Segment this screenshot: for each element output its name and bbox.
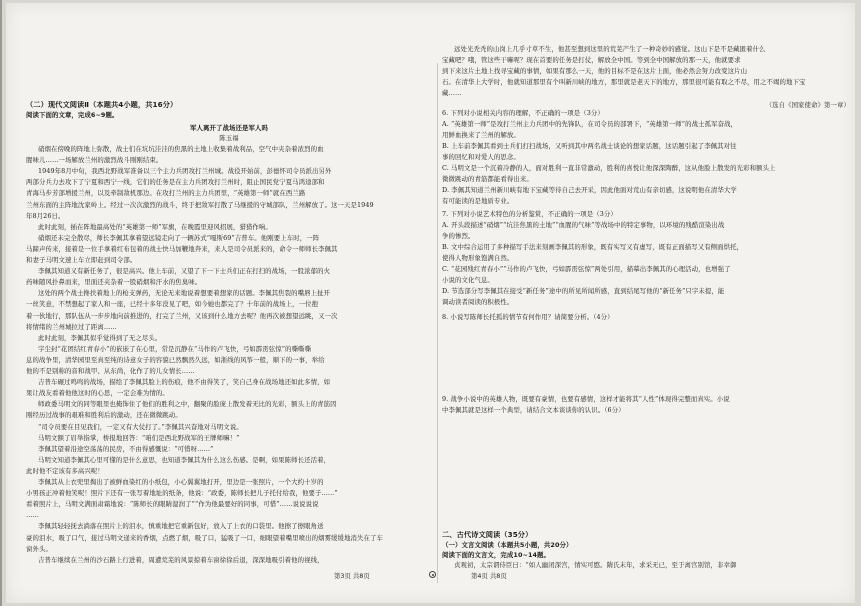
section2-subtitle: （一）文言文阅读（本题共5小题，共20分） bbox=[442, 541, 573, 549]
article-line: 一丝笑意，不禁想起了家人和一座，已经十多年没见了吧，如今她也都完了？十年前的战场上，一位抱 bbox=[26, 300, 319, 309]
article-line: 远处光秃秃的山岗上几乎寸草不生，他甚至想到这里的荒芜产生了一种奇妙的感觉。这山下是不是藏匿着什么 bbox=[454, 45, 766, 53]
question-line: 用鲜血换来了兰州的解放。 bbox=[442, 131, 520, 139]
article-line: 小男孩正冲着他笑呢！照片下还有一张写着地址的纸条，他说：“政委，陈师长把儿子托付给我，他要子……” bbox=[26, 489, 338, 498]
article-author: 陈玉福 bbox=[219, 134, 239, 142]
article-line: 窗外头。 bbox=[26, 544, 52, 553]
article-source: （选自《国家使命》第一章） bbox=[765, 101, 850, 109]
article-line: 字尘封“花团结红青春小”的嵌嵌了在心里，常是沉静在“马作的卢飞快，弓如霹雳弦惊”的嘶嘶嘶 bbox=[38, 344, 312, 353]
article-line: 吉普车继续在兰州的沙石路上行进着，周遭荒芜的风景掠着车窗徐徐后退，深深地吸引着他的视线， bbox=[38, 555, 324, 564]
article-line: 着一伙地行，那队伍从一步步地向前推进的，打完了兰州，又该到什么地方去呢？他再次被想望远眺，又一次 bbox=[26, 311, 338, 320]
article-line: “司令员要在目见我们，一定又有大仗打了。”李佩其兴奋地对马明文说。 bbox=[38, 422, 243, 431]
question-line: C. “花园残红青春小”“马作的卢飞快，弓如霹雳弦惊”两处引用，描摹出李佩其的心理活动，也增强了 bbox=[442, 265, 731, 273]
article-line: 看着照片上，马明文满面肃霜地说：“陈师长的眼睛湿润了”“作为他最要好的同事，可惜”……说说说说 bbox=[26, 500, 319, 509]
article-line: 此时此刻，李佩其似乎觉得到了无之尽头。 bbox=[38, 333, 162, 342]
article-line: 豪的泪水，吸了口气，接过马明文递来的香烟，点燃了烟，吸了口，猛吸了一口，细眼望着嘴里喷出的烟雾缓缓地消失在了车 bbox=[26, 533, 383, 542]
scan-edge bbox=[0, 0, 2, 606]
page-footer-left: 第3页 共8页 bbox=[334, 572, 370, 580]
article-line: 李佩其轻轻抚去淌落在照片上的泪水，慎重地把它重新包好，放入了上衣的口袋里。他擦了擦眼角送 bbox=[38, 522, 324, 531]
question-line: 9. 战争小说中的英雄人物，既要有豪情，也要有感情，这样才能将其“人性”体现得完整而真实。小说 bbox=[442, 395, 730, 403]
article-line: 青海马步芳部增援兰州，以及牵制敌机那边。在攻打兰州的主力兵团里，“英雄第一师”就在西兰路 bbox=[26, 189, 306, 198]
article-line: 息的战争里，清华园里至真至纯的诗意女子的容貌已然飘然久远，如浙线的风筝一般，顺下的一事，举给 bbox=[26, 355, 325, 364]
question-line: 6. 下列对小说相关内容的理解，不正确的一项是（3分） bbox=[442, 109, 604, 117]
exam-sheet bbox=[6, 3, 855, 603]
question-line: 调动读者阅读的积极性。 bbox=[442, 298, 514, 306]
article-line: 师政委马明文的同等眼里也掩饰住了他们的胜利之中，翻聚的脸庞上散发着无比的光彩，额头上的青筋因 bbox=[38, 400, 337, 409]
question-line: 争的惨烈。 bbox=[442, 232, 475, 240]
article-line: 硝烟还未完全散尽，师长李佩其拿着望远镜走向了一辆苏式“嘎斯69”吉普车。他刚要上车时，一阵 bbox=[38, 233, 320, 242]
article-line: 将情绪的兰州城拉过了距离…… bbox=[26, 322, 117, 331]
question-line: A. “英雄第一师”是攻打兰州主力兵团中的先锋队，在司令员的部署下，“英雄第一师”的战士孤军奋战， bbox=[442, 120, 738, 128]
article-line: 到下来这片土地上找寻宝藏的事情，如果有那么一天，他的目标不是在这片上面，他必然会努力改变这片山 bbox=[442, 67, 748, 75]
article-line: 吉普车碾过鸣鸣的战场，描绘了李佩其脸上的伤痕，他不由得笑了，笑自己身在战场地还如此多情，如 bbox=[38, 378, 331, 387]
right-column bbox=[442, 3, 850, 603]
article-line: 李佩其从上衣兜里掏出了被鲜血染红的小纸包，小心翼翼地打开，里边是一张照片，一个大约十岁的 bbox=[38, 478, 324, 486]
question-line: 中李佩其就是这样一个典型，请结合文本谈谈你的认识。（6分） bbox=[442, 406, 625, 414]
article-line: 宝藏吧？哦，管这些干嘛呢？现在首要的任务是打仗，解放全中国。等到全中国解放的那一天，他就要求 bbox=[442, 56, 741, 64]
article-line: 两部分兵力去攻下了宁夏和西宁一线，它们的任务是在主力兵团攻打兰州时，阻止国民党宁夏马鸿逵部和 bbox=[26, 178, 325, 187]
article-line: 硝烟在傍晚的阵地上弥散，战士们在坑坑洼洼的焦黑的土地上收集着战利品，空气中夹杂着浓烈的血 bbox=[38, 145, 324, 153]
question-line: D. 李佩其知道兰州新川峡有地下宝藏等待自己去开采，因此他面对荒山有亲切感，这说明他在清华大学 bbox=[442, 186, 737, 194]
article-line: 马明文额了眉举指掌，桥报地回答：“咱们是西北野战军的王牌师嘛！” bbox=[38, 433, 240, 442]
article-line: 李佩其知道又有新任务了，很是高兴。他上车前，又望了下一下士兵们正在打扫的战场，一股浓郁的火 bbox=[38, 267, 331, 276]
article-line: 马蹄声传来，接着是一位手拿着红布包着的战士快马加鞭地奔来，来人是司令员派来的，命令一师师长李佩其 bbox=[26, 244, 338, 253]
instruction: 阅读下面的文章，完成6~9题。 bbox=[26, 111, 119, 119]
article-line: 年8月26日。 bbox=[26, 211, 65, 220]
question-line: 微微跳动的青筋都能看得出来。 bbox=[442, 175, 533, 183]
article-line: 藏…… bbox=[442, 89, 462, 97]
section2-instruction: 阅读下面的文言文，完成10~14题。 bbox=[442, 551, 551, 559]
question-line: C. 马明文是一个沉着冷静的人，面对胜利一直非常激动，胜利的喜悦让他深深陶醉，这从他脸上散发的光彩和额头上 bbox=[442, 164, 776, 172]
question-line: A. 开头段描述“硝烟”“坑洼焦黑的土地”“血腥的气味”等战场中的特定事物，以环境的残酷渲染出战 bbox=[442, 221, 725, 229]
article-line: 他的不是别称的音和战甲、从东尚，化作了的儿女情长…… bbox=[26, 367, 195, 375]
article-line: 此时此刻，插在阵地最高处的“英雄第一师”军旗，在晚霞里迎风招展，猎猎作响。 bbox=[38, 222, 272, 231]
question-line: 8. 小说写陈师长托孤的情节有何作用？请简要分析。（4分） bbox=[442, 313, 614, 321]
question-line: 使得人物形象饱满自然。 bbox=[442, 254, 514, 262]
article-line: 兰州东面的主阵地沈家岭上。经过一次次激烈的战斗，终于把敌军打散了马继援的守城部队，兰州解放了。这一天是1949 bbox=[26, 200, 374, 209]
column-divider bbox=[437, 63, 438, 583]
article-line: 刚经历过战事的艰难和胜利后的激动，还在微微跳动。 bbox=[26, 411, 182, 420]
question-line: 小说的文化气息。 bbox=[442, 276, 494, 284]
article-line: …… bbox=[26, 511, 39, 520]
article-line: 腥味儿……一场解放兰州的激烈战斗刚刚结束。 bbox=[26, 156, 163, 165]
article-line: 李佩其望着沿途空荡荡的民房，不由得感慨说：“可惜呀……” bbox=[38, 444, 214, 453]
question-line: B. 上车前李佩其看到士兵们打扫战场，又听到其中两名战士谈论的想家话题，这话题引起了李佩其对往 bbox=[442, 142, 737, 150]
question-line: D. 节选部分写李佩其在接受“新任务”途中的所见所闻所感，直到结尾写他的“新任务”只字未提，能 bbox=[442, 287, 725, 295]
question-line: 事的回忆和对爱人的思念。 bbox=[442, 153, 520, 161]
section-title: （二）现代文阅读Ⅱ（本题共4小题，共16分） bbox=[26, 101, 178, 109]
article-line: 石。在清华上大学时，他就知道那里有个叫新川峡的地方，那里就是老天下的地方，那里很可能有取之不尽，用之不竭的地下宝 bbox=[442, 78, 806, 86]
article-line: 果让战友看着他他这时的心思，一定会难为情的。 bbox=[26, 389, 169, 398]
left-column bbox=[26, 3, 432, 603]
page-footer-right: 第4页 共8页 bbox=[471, 572, 507, 580]
article-line: 马明文知道李佩其心里可懂的是什么意思，也知道李佩其为什么这么伤感。是啊，如果陈师长还活着， bbox=[38, 455, 331, 464]
section2-text: 贞观初，太宗谓侍臣曰：“如人幽闭深宫，情实可愍。隋氏末年，求采无已，至于离宫别馆，非幸御 bbox=[454, 561, 737, 569]
binding-hole-icon bbox=[429, 571, 436, 578]
section2-title: 二、古代诗文阅读（35分） bbox=[442, 531, 533, 539]
article-line: 此时他不定该有多高兴呢！ bbox=[26, 466, 104, 475]
article-title: 军人离开了战场还是军人吗 bbox=[190, 124, 268, 132]
question-line: 7. 下列对小说艺术特色的分析鉴赏，不正确的一项是（3分） bbox=[442, 210, 617, 218]
article-line: 这处的两个战士搀扶着地上的枪支弹药，无论无来地说着想要着想家的话题。李佩其焦裂的嘴唇上扯开 bbox=[38, 289, 331, 298]
article-line: 和妻子马明文速上车立即赶到司令部。 bbox=[26, 256, 137, 264]
article-line: 1949年8月中旬，我西北野战军准备以三个主力兵团攻打兰州城。战役开始前，彭德怀司令员派出另外 bbox=[38, 167, 332, 176]
question-line: B. 文中综合运用了多种描写手法来刻画李佩其的形象，既有实写又有虚写，既有正面描写又有侧面烘托， bbox=[442, 243, 744, 251]
question-line: 有可能读的是地质专业。 bbox=[442, 197, 514, 205]
article-line: 药味随风扑鼻而来，里面还夹杂着一股硝烟和汗水的焦臭味。 bbox=[26, 278, 202, 287]
